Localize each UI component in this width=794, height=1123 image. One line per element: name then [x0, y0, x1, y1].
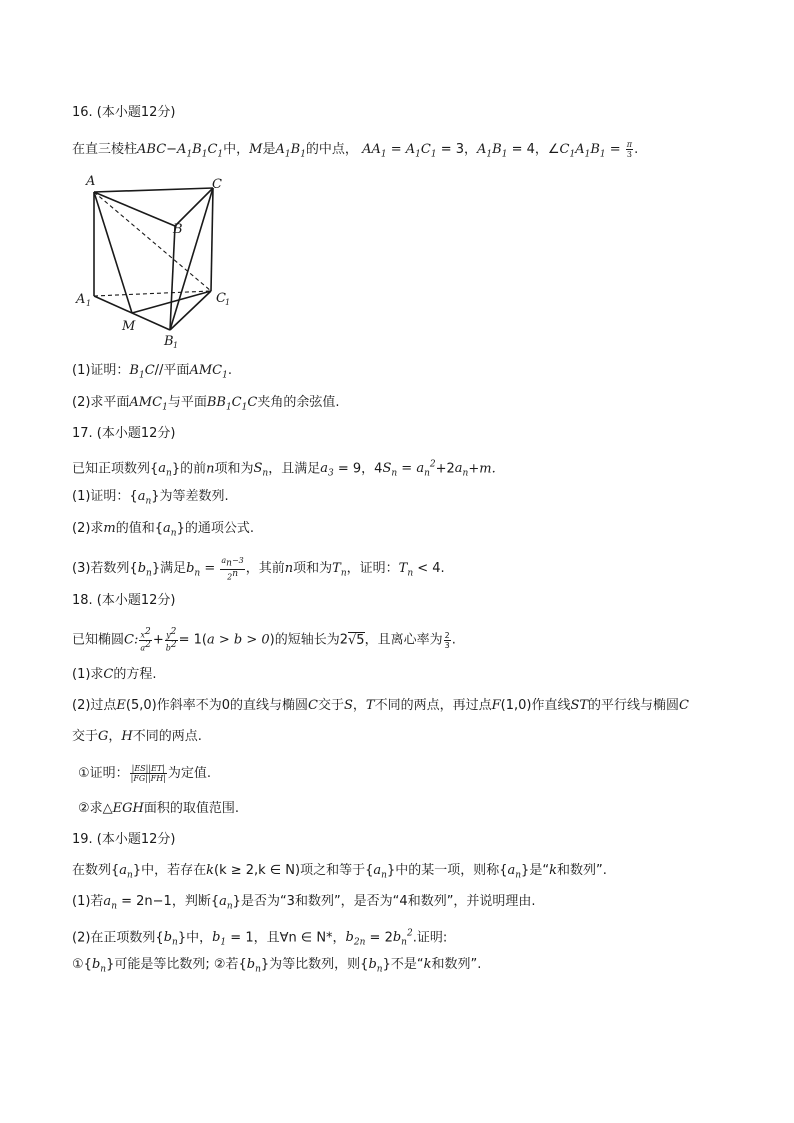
label-C1-sub: 1 — [225, 298, 231, 307]
sqrt-five: √5 — [348, 632, 365, 648]
label-C: C — [212, 177, 222, 192]
q17-part1: (1)证明：$\{a_n\}$为等差数列. — [72, 489, 229, 507]
q18-stem: 已知椭圆C: $\frac{x^2}{a^2}$ + $\frac{y^2}{b^2}$ = 1(a > b > 0)的短轴长为2√5，且离心率为 $\frac{2}{3}$ . — [72, 627, 456, 653]
q17-part2: (2)求m的值和$\{a_n\}$的通项公式. — [72, 521, 254, 539]
q18-part2: (2)过点E(5,0)作斜率不为0的直线与椭圆C交于S，T不同的两点，再过点F(1,0)作直线ST的平行线与椭圆C — [72, 698, 689, 713]
label-A: A — [86, 174, 96, 189]
q19-header: 19. (本小题12分) — [72, 832, 176, 847]
q19-stem: 在数列$\{a_n\}$中，若存在k(k ≥ 2,k ∈ N)项之和等于$\{a_n\}$中的某一项，则称$\{a_n\}$是“k和数列”. — [72, 863, 607, 881]
edge-AC — [94, 188, 213, 192]
q18-part2-cont: 交于G，H不同的两点. — [72, 729, 202, 744]
label-M: M — [122, 319, 136, 334]
q16-part1: (1)证明：$B_1C//$平面$AMC_1$. — [72, 363, 232, 381]
q16-part2: (2)求平面$AMC_1$与平面$BB_1C_1C$夹角的余弦值. — [72, 395, 340, 413]
q19-part1: (1)若$a_n = 2n-1$，判断$\{a_n\}$是否为“3和数列”，是否为“4和数列”，并说明理由. — [72, 894, 536, 912]
q19-part2: (2)在正项数列$\{b_n\}$中，$b_1 = 1$，且∀n ∈ N*，$b_{2n} = 2b_n^2$.证明: — [72, 929, 448, 948]
q18-header: 18. (本小题12分) — [72, 593, 176, 608]
q17-stem: 已知正项数列$\{a_n\}$的前n项和为$S_n$，且满足$a_3 = 9$，$4S_n = a_n^2+2a_n+m$. — [72, 460, 496, 479]
q17-header: 17. (本小题12分) — [72, 426, 176, 441]
edge-AM — [94, 192, 132, 313]
label-A1: A — [76, 292, 86, 307]
label-C1: C — [216, 291, 226, 306]
q16-header: 16. (本小题12分) — [72, 105, 176, 120]
q18-claim2: ②求△EGH面积的取值范围. — [78, 801, 240, 816]
q19-part3: $①\{b_n\}$可能是等比数列; ②若$\{b_n\}$为等比数列，则$\{b_n\}$不是“k和数列”. — [72, 957, 482, 975]
q18-claim1: ①证明： $\frac{|ES||ET|}{|FG||FH|}$ 为定值. — [78, 764, 212, 783]
q16-stem: 在直三棱柱$ABC-A_1B_1C_1$中，M是$A_1B_1$的中点， $AA_1 = A_1C_1 = 3$，$A_1B_1 = 4$，$\angle C_1A_1B_1$ = $\frac{\pi}{3}$ . — [72, 140, 639, 160]
q17-part3: (3)若数列$\{b_n\}$满足$b_n$ = $\frac{a_n-3}{2^n}$ ，其前n项和为$T_n$，证明：$T_n < 4$. — [72, 556, 445, 582]
q18-part1: (1)求C的方程. — [72, 667, 157, 682]
label-B1-sub: 1 — [173, 341, 179, 350]
label-A1-sub: 1 — [86, 299, 92, 308]
label-B1: B — [164, 334, 174, 349]
label-B: B — [173, 222, 183, 237]
prism-figure — [70, 170, 240, 350]
edge-CC1 — [211, 188, 213, 291]
edge-AB — [94, 192, 175, 226]
